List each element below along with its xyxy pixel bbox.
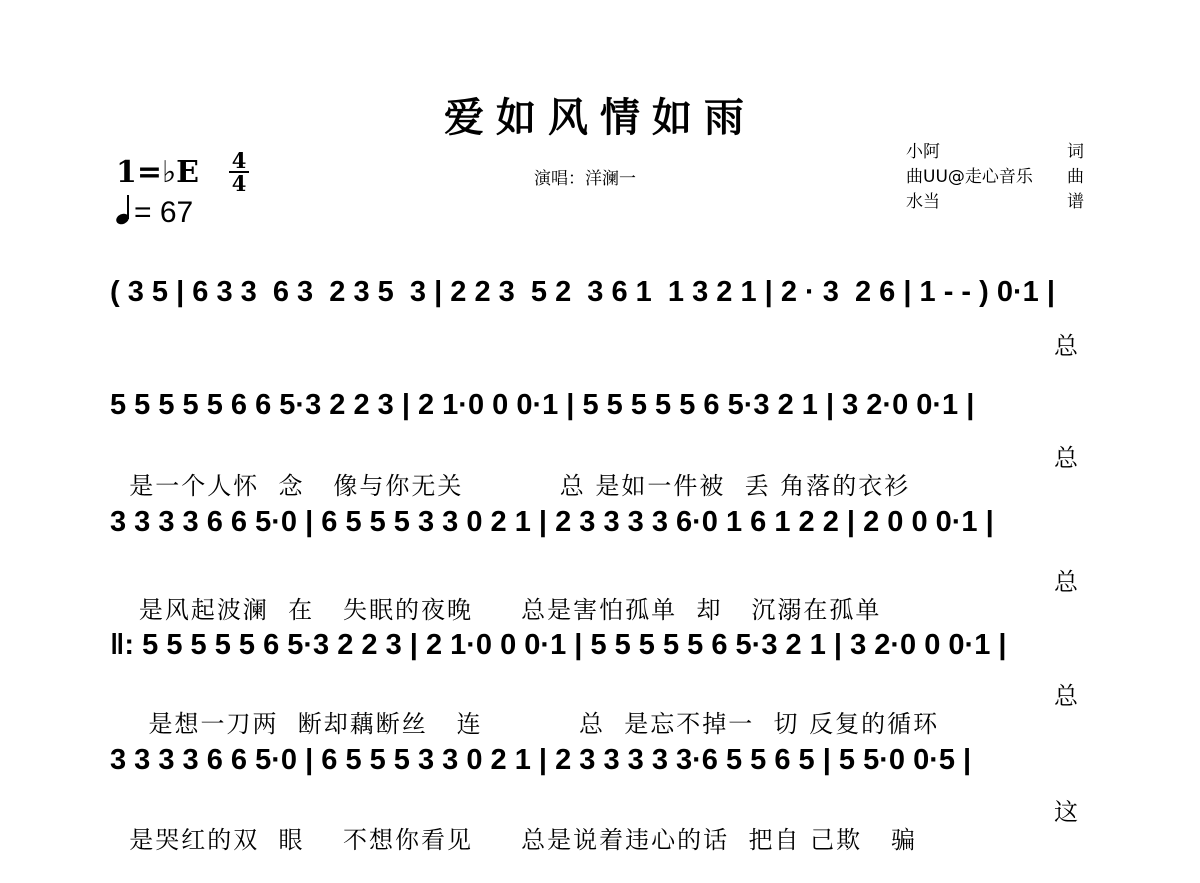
notation-line [110, 623, 1090, 667]
score-system-4 [110, 623, 1090, 667]
score-system-5 [110, 738, 1090, 782]
notation-text: ‖: 5 5 5 5 5 6 5·3 2 2 3 | 2 1·0 0 0·1 | 5 5 5 5 5 6 5·3 2 1 | 3 2·0 0 0·1 | [110, 629, 1007, 661]
lyric-line-2 [110, 438, 1090, 500]
notation-line [110, 738, 1090, 782]
notation-text: ( 3 5 | 6 3 3 6 3 2 3 5 3 | 2 2 3 5 2 3 6 1 1 3 2 1 | 2 · 3 2 6 | 1 - - ) 0·1 | [110, 276, 1055, 308]
notation-text: 5 5 5 5 5 6 6 5·3 2 2 3 | 2 1·0 0 0·1 | 5 5 5 5 5 6 5·3 2 1 | 3 2·0 0·1 | [110, 389, 975, 421]
lyric-line-4 [110, 676, 1090, 738]
notation-line [110, 270, 1090, 314]
composer-credit [906, 165, 1084, 190]
transcriber-credit [906, 190, 1084, 215]
time-signature-top: 4 [231, 148, 247, 173]
notation-text: 3 3 3 3 6 6 5·0 | 6 5 5 5 3 3 0 2 1 | 2 3 3 3 3 6·0 1 6 1 2 2 | 2 0 0 0·1 | [110, 506, 994, 538]
lyric-text: 是风起波澜 在 失眠的夜晚 总是害怕孤单 却 沉溺在孤单 [129, 596, 882, 624]
lyric-pickup: 这 [1054, 798, 1080, 826]
tempo-value: = 67 [134, 196, 194, 229]
key-signature: 1=♭E [116, 155, 200, 190]
lyric-pickup: 总 [1054, 444, 1080, 472]
lyricist-name: 小阿 [906, 142, 940, 162]
singer-credit: 演唱：洋澜一 [534, 169, 636, 189]
lyric-text: 是一个人怀 念 像与你无关 总 是如一件被 丢 角落的衣衫 [129, 472, 911, 500]
composer-role: 曲 [1067, 167, 1084, 187]
transcriber-role: 谱 [1067, 192, 1084, 212]
lyric-text: 是想一刀两 断却藕断丝 连 总 是忘不掉一 切 反复的循环 [129, 710, 940, 738]
lyric-line-1 [110, 326, 1090, 360]
credits-block [906, 140, 1084, 215]
lyric-text: 是哭红的双 眼 不想你看见 总是说着违心的话 把自 己欺 骗 [129, 826, 917, 854]
score-system-2 [110, 383, 1090, 427]
song-title: 爱如风情如雨 [444, 95, 756, 141]
lyric-pickup: 总 [1054, 568, 1080, 596]
lyric-line-3 [110, 562, 1090, 624]
score-system-1 [110, 270, 1090, 314]
notation-line [110, 500, 1090, 544]
time-signature-bottom: 4 [231, 171, 247, 196]
lyricist-role: 词 [1067, 142, 1084, 162]
lyricist-credit [906, 140, 1084, 165]
score-system-3 [110, 500, 1090, 544]
quarter-note-icon [116, 196, 134, 226]
notation-text: 3 3 3 3 6 6 5·0 | 6 5 5 5 3 3 0 2 1 | 2 3 3 3 3 3·6 5 5 6 5 | 5 5·0 0·5 | [110, 744, 972, 776]
composer-name: 曲UU@走心音乐 [906, 167, 1033, 187]
lyric-pickup: 总 [1054, 332, 1080, 360]
lyric-pickup: 总 [1054, 682, 1080, 710]
transcriber-name: 水当 [906, 192, 940, 212]
tempo-marking [116, 196, 193, 230]
lyric-line-5 [110, 792, 1090, 854]
time-signature [228, 150, 250, 194]
notation-line [110, 383, 1090, 427]
